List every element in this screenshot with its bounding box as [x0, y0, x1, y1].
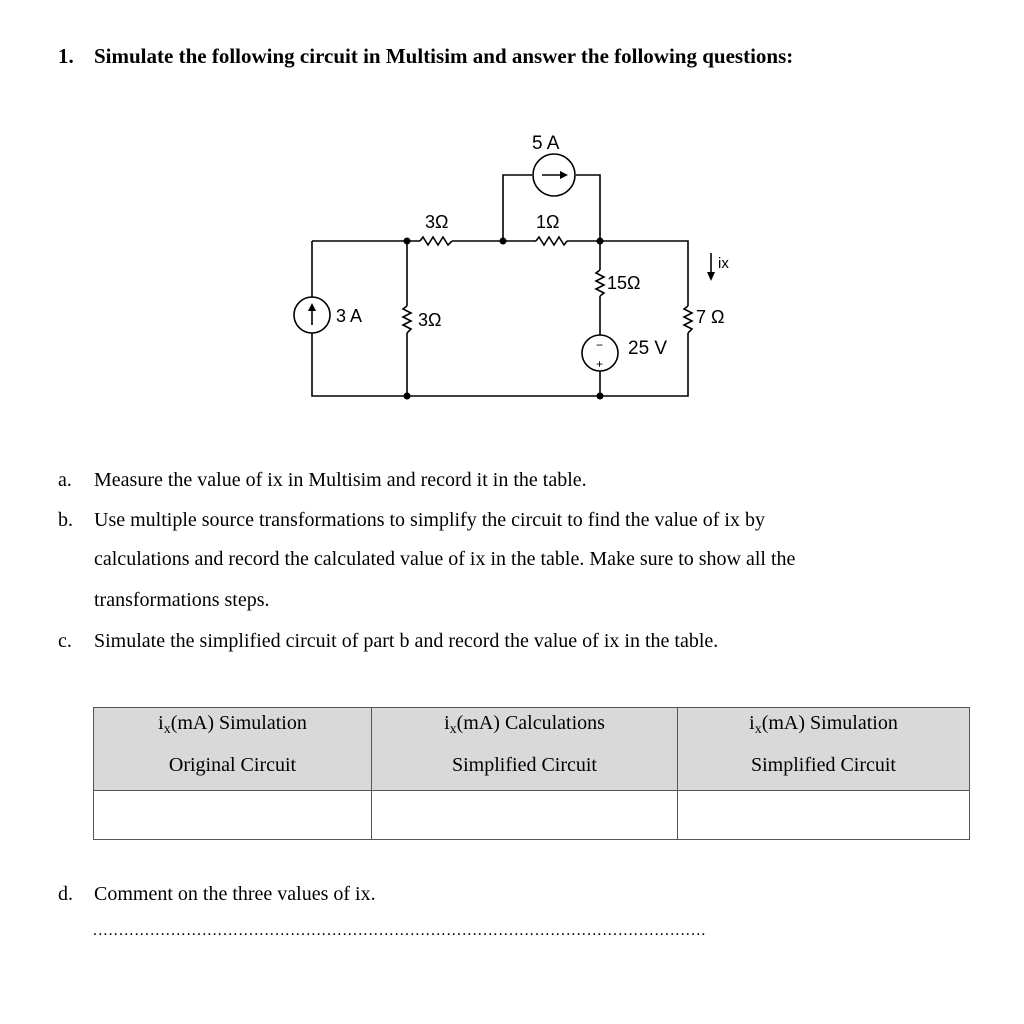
node-dot	[404, 393, 411, 400]
label-15ohm: 15Ω	[607, 273, 641, 293]
part-b-line2: calculations and record the calculated value of ix in the table. Make sure to show all the	[94, 548, 796, 570]
label-plus: +	[596, 357, 604, 371]
answer-cell-sim-original[interactable]	[94, 791, 372, 840]
label-3a: 3 A	[336, 306, 363, 326]
current-source-5a	[533, 154, 575, 196]
part-b-line3: transformations steps.	[94, 589, 270, 611]
question-number: 1.	[58, 44, 74, 68]
results-table	[93, 707, 970, 840]
part-c-letter: c.	[58, 630, 72, 652]
resistor-3ohm-left	[403, 306, 411, 333]
resistor-15ohm	[596, 270, 604, 296]
part-a-text: Measure the value of ix in Multisim and record it in the table.	[94, 469, 587, 491]
label-1ohm: 1Ω	[536, 212, 560, 232]
resistor-1ohm	[536, 237, 567, 245]
part-d-letter: d.	[58, 883, 73, 905]
label-25v: 25 V	[628, 338, 668, 359]
label-5a: 5 A	[532, 133, 560, 154]
resistor-3ohm-top	[420, 237, 452, 245]
label-ix: ix	[718, 255, 729, 272]
header-cell-sim-simplified: $i_x(mA)$ Simulation Simplified Circuit	[678, 708, 970, 791]
node-dot	[500, 238, 507, 245]
part-c-text: Simulate the simplified circuit of part b and record the value of ix in the table.	[94, 630, 719, 652]
header-cell-sim-original: $i_x(mA)$ Simulation Original Circuit	[94, 708, 372, 791]
resistor-7ohm	[684, 306, 692, 333]
node-dot	[597, 238, 604, 245]
part-b-letter: b.	[58, 509, 73, 531]
answer-cell-calc-simplified[interactable]	[372, 791, 678, 840]
label-minus: −	[596, 338, 604, 352]
table-header-row	[94, 708, 970, 791]
table-row	[94, 791, 970, 840]
current-source-3a	[294, 297, 330, 333]
part-d-text: Comment on the three values of ix.	[94, 883, 376, 905]
label-3ohm-top: 3Ω	[425, 212, 449, 232]
part-b-line1: Use multiple source transformations to simplify the circuit to find the value of ix by	[94, 509, 765, 531]
node-dot	[597, 393, 604, 400]
header-cell-calc-simplified: $i_x(mA)$ Calculations Simplified Circuit	[372, 708, 678, 791]
question-text: Simulate the following circuit in Multisim and answer the following questions:	[94, 44, 794, 68]
node-dot	[404, 238, 411, 245]
part-a-letter: a.	[58, 469, 72, 491]
ix-arrow	[707, 253, 715, 281]
label-3ohm-left: 3Ω	[418, 310, 442, 330]
answer-line[interactable]: ......................................................................................................................	[93, 922, 707, 939]
answer-cell-sim-simplified[interactable]	[678, 791, 970, 840]
label-7ohm: 7 Ω	[696, 307, 725, 327]
circuit-diagram	[0, 0, 1024, 460]
